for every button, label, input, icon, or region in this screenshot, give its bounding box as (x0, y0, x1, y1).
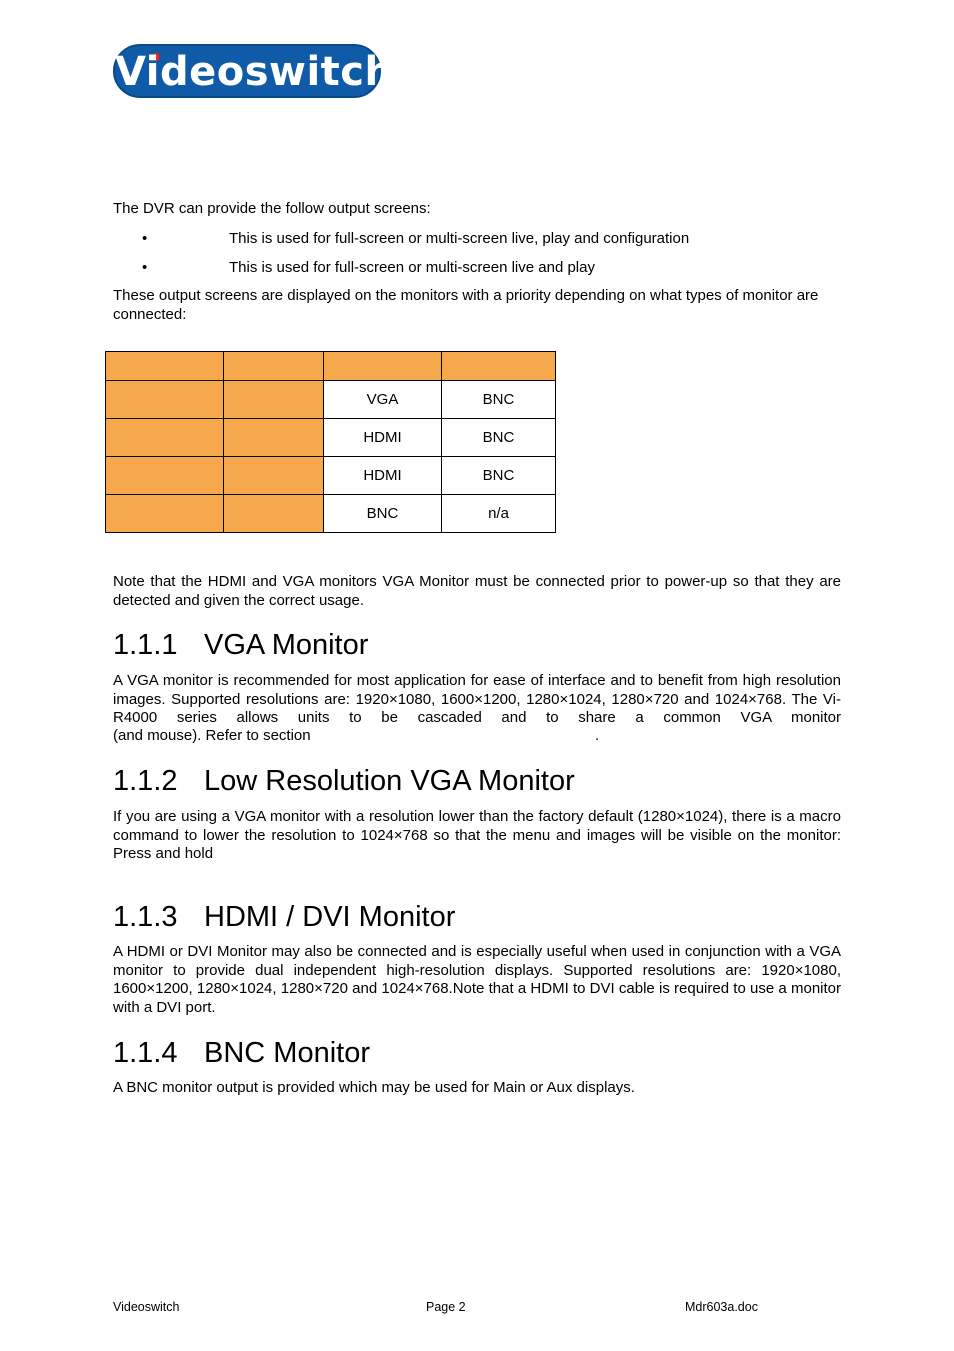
table-cell (224, 495, 324, 533)
logo-text: Videoswitch (115, 49, 394, 95)
bullet-icon: • (142, 230, 148, 247)
header-cell (442, 352, 556, 381)
table-cell: VGA (324, 381, 442, 419)
monitor-priority-table (105, 351, 556, 533)
section-heading-bnc (113, 1036, 370, 1070)
section-body-vga-last: (and mouse). Refer to section (113, 727, 311, 744)
section-body-low-res: If you are using a VGA monitor with a resolution lower than the factory default (1280×1024), there is a macro command to lower the resolution to 1024×768 so that the menu and images will be visible on the monitor: Press and hold (113, 808, 841, 862)
section-number: 1.1.3 (113, 901, 178, 933)
table-cell: BNC (442, 381, 556, 419)
table-cell: n/a (442, 495, 556, 533)
bullet-item-2: This is used for full-screen or multi-screen live and play (229, 259, 595, 276)
section-heading-vga (113, 628, 368, 662)
section-heading-low-res (113, 764, 575, 798)
table-cell (106, 457, 224, 495)
table-cell: BNC (324, 495, 442, 533)
table-cell: BNC (442, 457, 556, 495)
section-heading-hdmi (113, 900, 455, 934)
footer-page-number: Page 2 (426, 1300, 466, 1314)
videoswitch-logo (113, 44, 394, 98)
section-number: 1.1.4 (113, 1037, 178, 1069)
header-cell (106, 352, 224, 381)
table-cell (106, 495, 224, 533)
table-row (106, 457, 556, 495)
table-cell: HDMI (324, 419, 442, 457)
table-cell (224, 457, 324, 495)
section-title: BNC Monitor (204, 1037, 370, 1069)
table-cell (106, 381, 224, 419)
table-row (106, 419, 556, 457)
section-body-hdmi: A HDMI or DVI Monitor may also be connected and is especially useful when used in conjunction with a VGA monitor to provide dual independent high-resolution displays. Supported resolutions are: 1920×1080, 1600×1200, 1280×1024, 1280×720 and 1024×768.Note that a HDMI to DVI cable is required to use a monitor with a DVI port. (113, 943, 841, 1016)
section-body-vga-end: . (595, 727, 600, 744)
section-number: 1.1.1 (113, 629, 178, 661)
table-row (106, 495, 556, 533)
footer-company: Videoswitch (113, 1300, 180, 1314)
note-text: Note that the HDMI and VGA monitors VGA Monitor must be connected prior to power-up so that they are detected and given the correct usage. (113, 573, 841, 609)
table-cell (224, 381, 324, 419)
table-cell: HDMI (324, 457, 442, 495)
table-header-row (106, 352, 556, 381)
section-title: VGA Monitor (204, 629, 369, 661)
intro-text: The DVR can provide the follow output screens: (113, 200, 431, 217)
priority-text: These output screens are displayed on the monitors with a priority depending on what types of monitor are connected: (113, 287, 819, 323)
table-row (106, 381, 556, 419)
section-body-vga: A VGA monitor is recommended for most application for ease of interface and to benefit from high resolution images. Supported resolutions are: 1920×1080, 1600×1200, 1280×1024, 1280×720 and 1024×768. The Vi-R4000 series allows units to be cascaded and to share a common VGA monitor (113, 672, 841, 726)
footer-filename: Mdr603a.doc (685, 1300, 758, 1314)
section-title: HDMI / DVI Monitor (204, 901, 456, 933)
table-cell (224, 419, 324, 457)
table-cell (106, 419, 224, 457)
table-cell: BNC (442, 419, 556, 457)
header-cell (224, 352, 324, 381)
bullet-icon: • (142, 259, 148, 276)
section-number: 1.1.2 (113, 765, 178, 797)
header-cell (324, 352, 442, 381)
section-body-bnc: A BNC monitor output is provided which may be used for Main or Aux displays. (113, 1079, 635, 1096)
bullet-item-1: This is used for full-screen or multi-screen live, play and configuration (229, 230, 690, 247)
section-title: Low Resolution VGA Monitor (204, 765, 575, 797)
